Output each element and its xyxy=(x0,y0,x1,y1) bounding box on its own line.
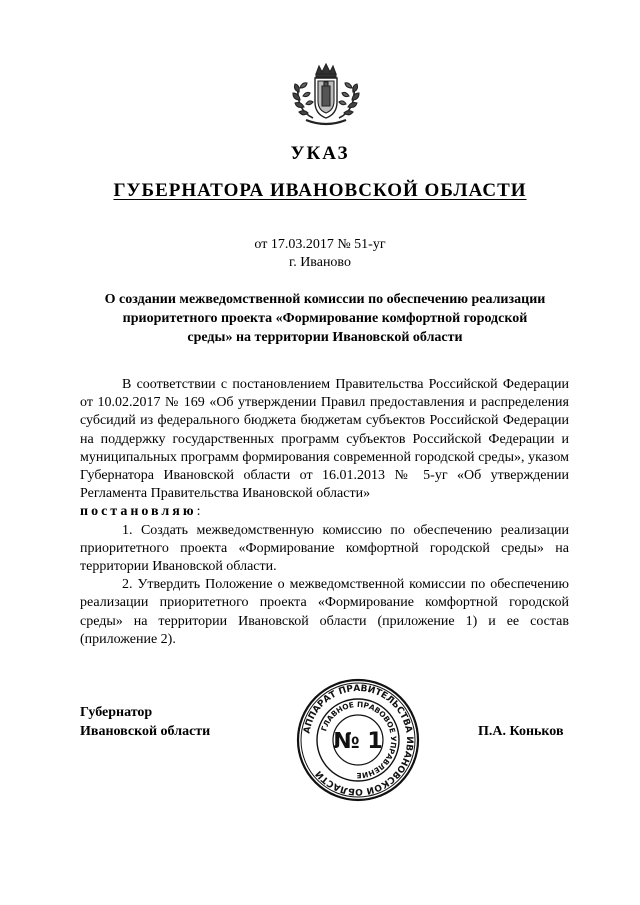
preamble-text: В соответствии с постановлением Правительства Российской Федерации от 10.02.2017 № 169 «Об утверждении Правил предоставления и распределения субсидий из федерального бюджета бюджетам субъектов Российской Федерации на поддержку государственных программ субъектов Российской Федерации и муниципальных программ формирования современной городской среды», указом Губернатора Ивановской области от 16.01.2013 № 5-уг «Об утверждении Регламента Правительства Ивановской области» xyxy=(80,377,569,502)
preamble-paragraph xyxy=(80,376,569,503)
seal-number: № 1 xyxy=(333,729,383,754)
signatory-name: П.А. Коньков xyxy=(478,724,564,739)
decree-line xyxy=(80,503,569,521)
issuer-title xyxy=(0,180,640,202)
document-subject xyxy=(80,290,570,347)
decree-word: постановляю xyxy=(80,504,197,520)
document-type-title: УКАЗ xyxy=(290,143,350,164)
signatory-position-line: Ивановской области xyxy=(80,724,211,739)
subject-line: О создании межведомственной комиссии по обеспечению реализации xyxy=(104,292,546,307)
signatory-position-line: Губернатор xyxy=(80,705,153,720)
subject-line: среды» на территории Ивановской области xyxy=(187,330,463,345)
decree-item-1: 1. Создать межведомственную комиссию по обеспечению реализации приоритетного проекта «Формирование комфортной городской среды» на территории Ивановской области. xyxy=(80,522,569,575)
signatory-position xyxy=(80,703,210,741)
issuer-title-text: ГУБЕРНАТОРА ИВАНОВСКОЙ ОБЛАСТИ xyxy=(113,180,527,201)
decree-colon: : xyxy=(196,504,201,520)
document-date-number: от 17.03.2017 № 51-уг xyxy=(254,237,386,252)
document-city: г. Иваново xyxy=(289,255,351,270)
document-body xyxy=(80,376,569,649)
decree-item-2: 2. Утвердить Положение о межведомственной комиссии по обеспечению реализации приоритетного проекта «Формирование комфортной городской среды» на территории Ивановской области (приложение 1) и ее состав (приложение 2). xyxy=(80,577,569,647)
coat-of-arms-icon xyxy=(286,62,366,128)
seal-outer-text: АППАРАТ ПРАВИТЕЛЬСТВА ИВАНОВСКОЙ ОБЛАСТИ xyxy=(302,683,415,797)
official-seal-icon xyxy=(296,678,420,802)
subject-line: приоритетного проекта «Формирование комфортной городской xyxy=(122,311,528,326)
seal-inner-text: ГЛАВНОЕ ПРАВОВОЕ УПРАВЛЕНИЕ xyxy=(319,699,399,781)
